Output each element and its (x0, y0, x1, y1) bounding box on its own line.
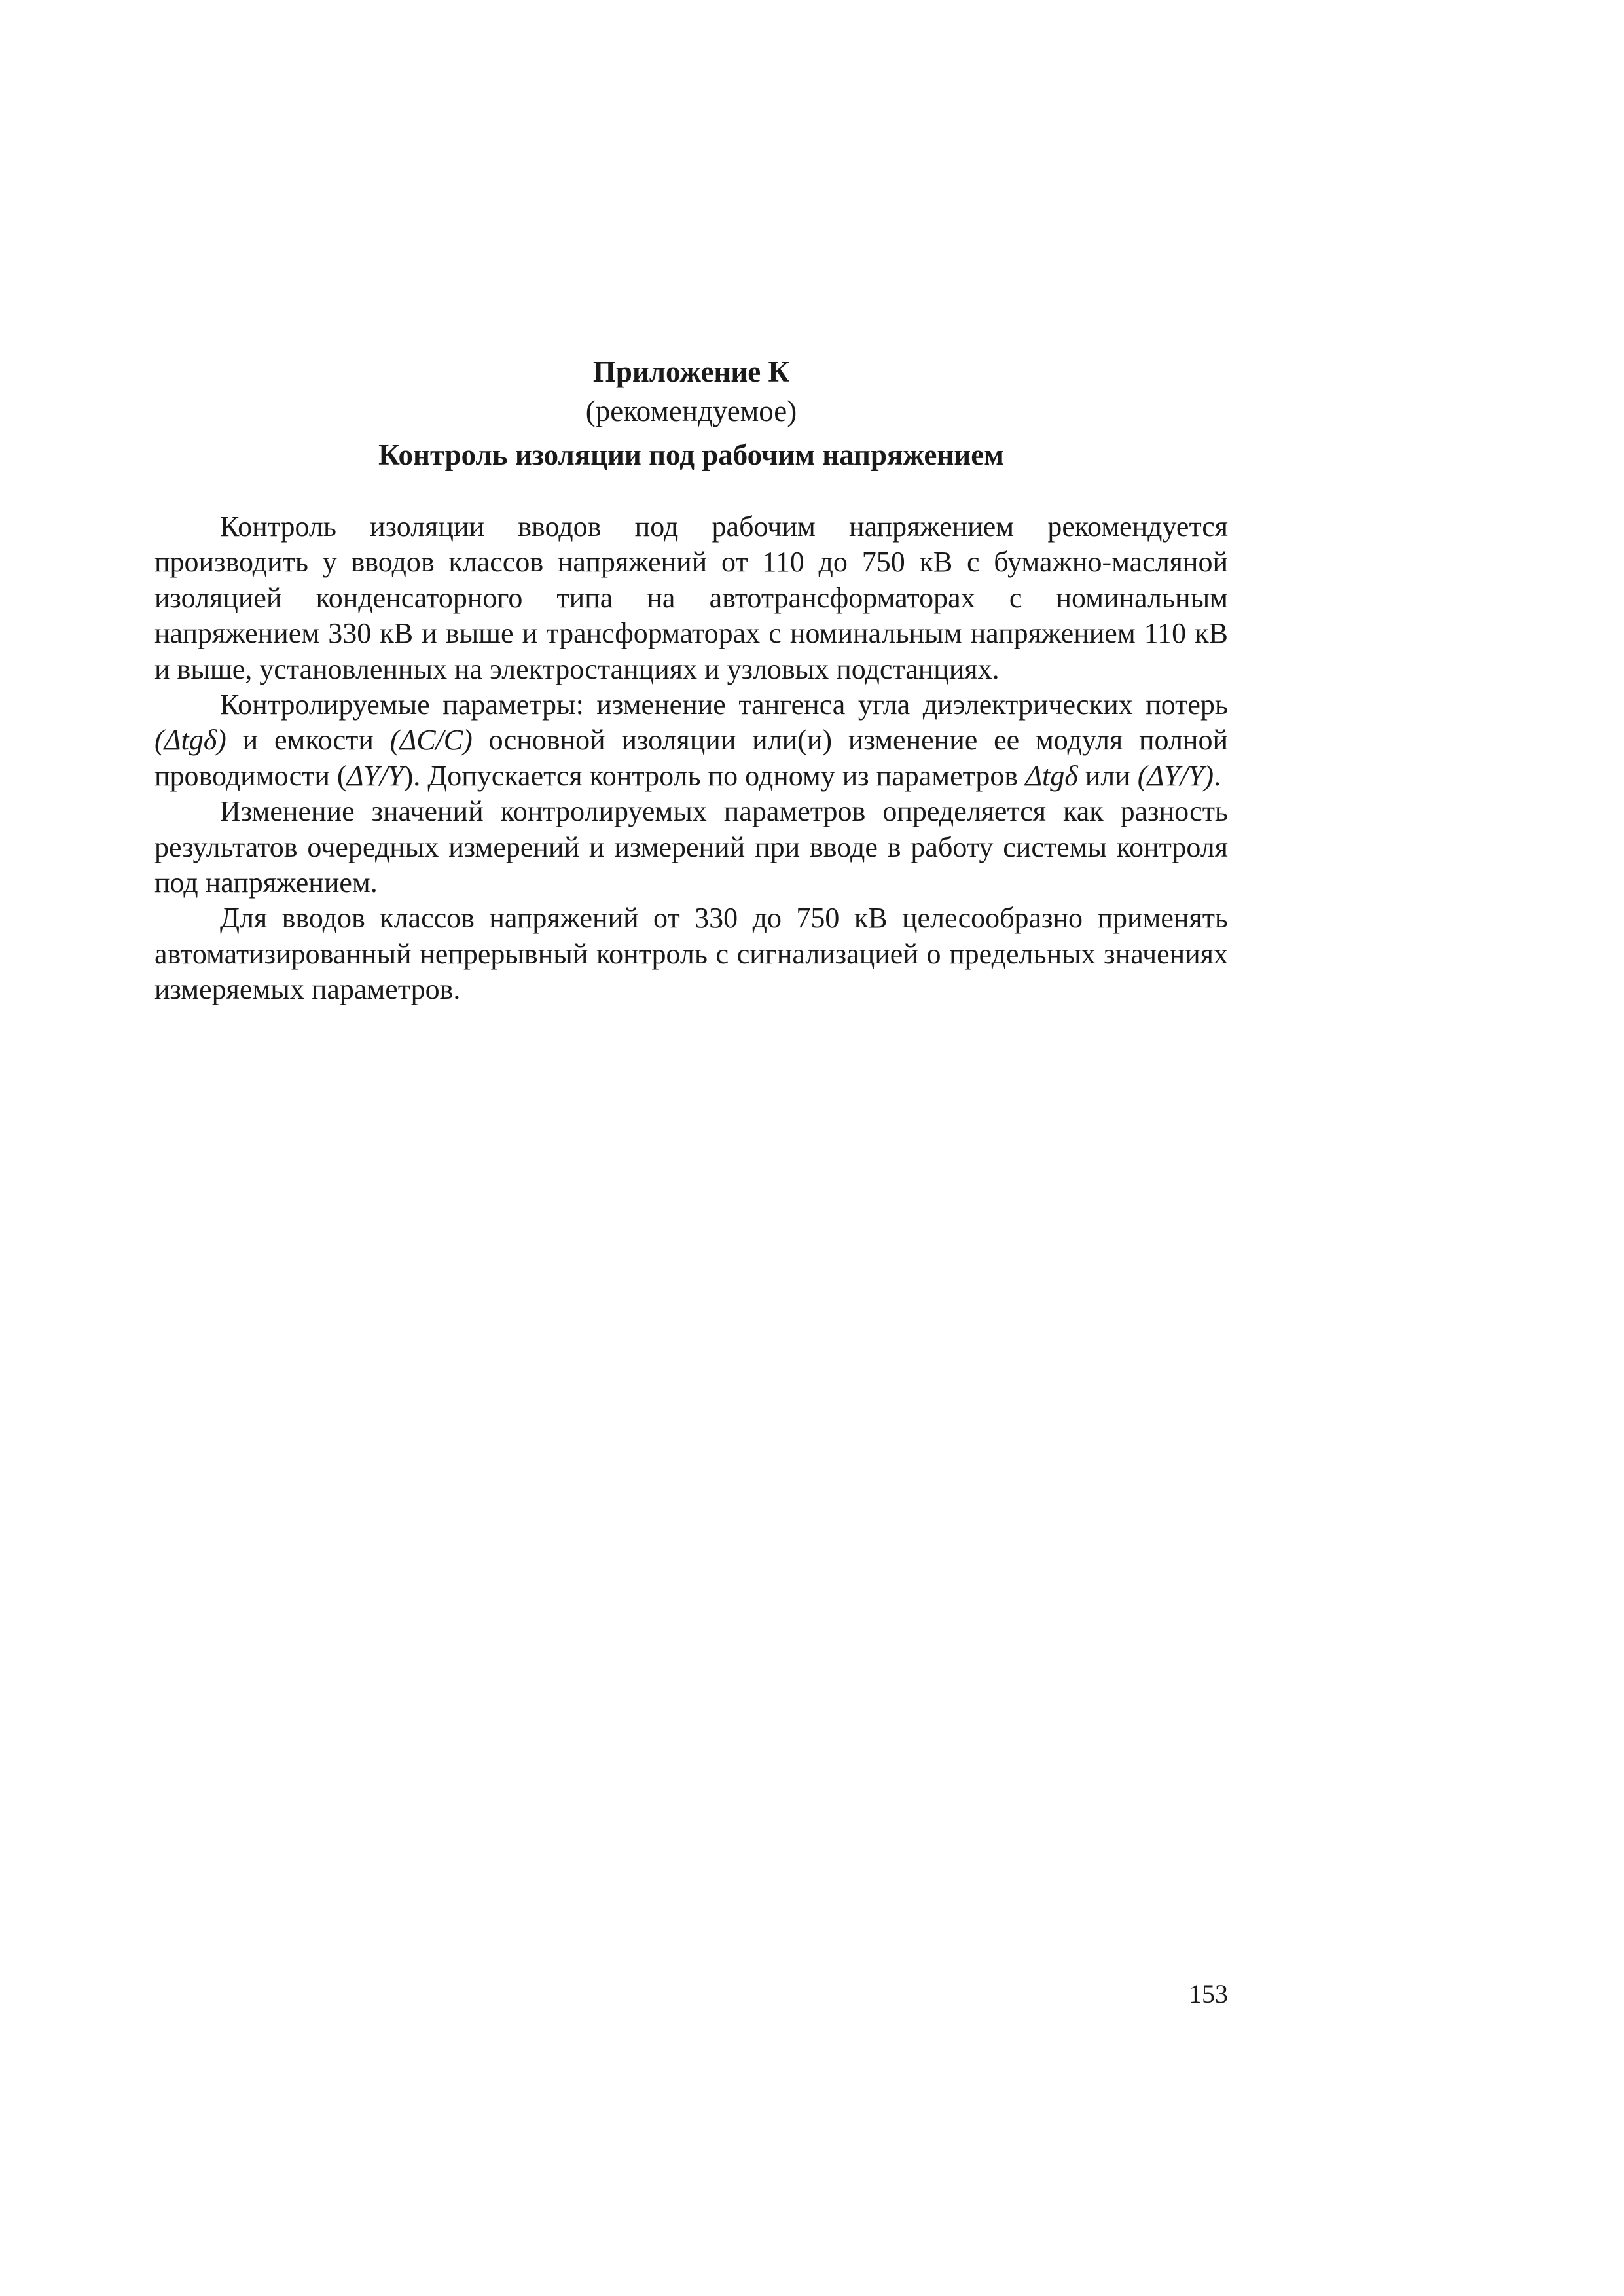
symbol-delta-tg-delta: (Δtgδ) (154, 724, 226, 757)
symbol-delta-y-over-y: ΔY/Y (346, 759, 404, 792)
paragraph-2-text-4: ). Допускается контроль по одному из параметров (403, 759, 1026, 792)
page-number: 153 (1189, 1979, 1228, 2009)
symbol-delta-c-over-c: (ΔC/C) (389, 724, 473, 757)
paragraph-1: Контроль изоляции вводов под рабочим напряжением рекомендуется производить у вводов классов напряжений от 110 до 750 кВ с бумажно-масляной изоляцией конденсаторного типа на автотрансформаторах с номинальным напряжением 330 кВ и выше и трансформаторах с номинальным напряжением 110 кВ и выше, установленных на электростанциях и узловых подстанциях. (154, 511, 1228, 685)
paragraph-4: Для вводов классов напряжений от 330 до 750 кВ целесообразно применять автоматизированный непрерывный контроль с сигнализацией о предельных значениях измеряемых параметров. (154, 902, 1228, 1006)
paragraph-2-text-2: и емкости (226, 724, 390, 757)
paragraph-2-text-3: основной изоляции или(и) изменение ее модуля полной проводимости ( (154, 724, 1229, 792)
symbol-delta-tg-delta-2: Δtgδ (1025, 759, 1078, 792)
paragraph-2-text-6: . (1214, 759, 1221, 792)
appendix-status: (рекомендуемое) (585, 395, 797, 427)
body-text (154, 509, 1228, 1008)
paragraph-2-text-5: или (1077, 759, 1138, 792)
section-title: Контроль изоляции под рабочим напряжением (378, 439, 1004, 471)
appendix-title: Приложение К (592, 355, 790, 388)
paragraph-2 (154, 687, 1228, 794)
symbol-delta-y-over-y-2: (ΔY/Y) (1137, 759, 1214, 792)
paragraph-2-text-1: Контролируемые параметры: изменение тангенса угла диэлектрических потерь (220, 689, 1228, 721)
paragraph-3: Изменение значений контролируемых параметров определяется как разность результатов очередных измерений и измерений при вводе в работу системы контроля под напряжением. (154, 795, 1228, 899)
